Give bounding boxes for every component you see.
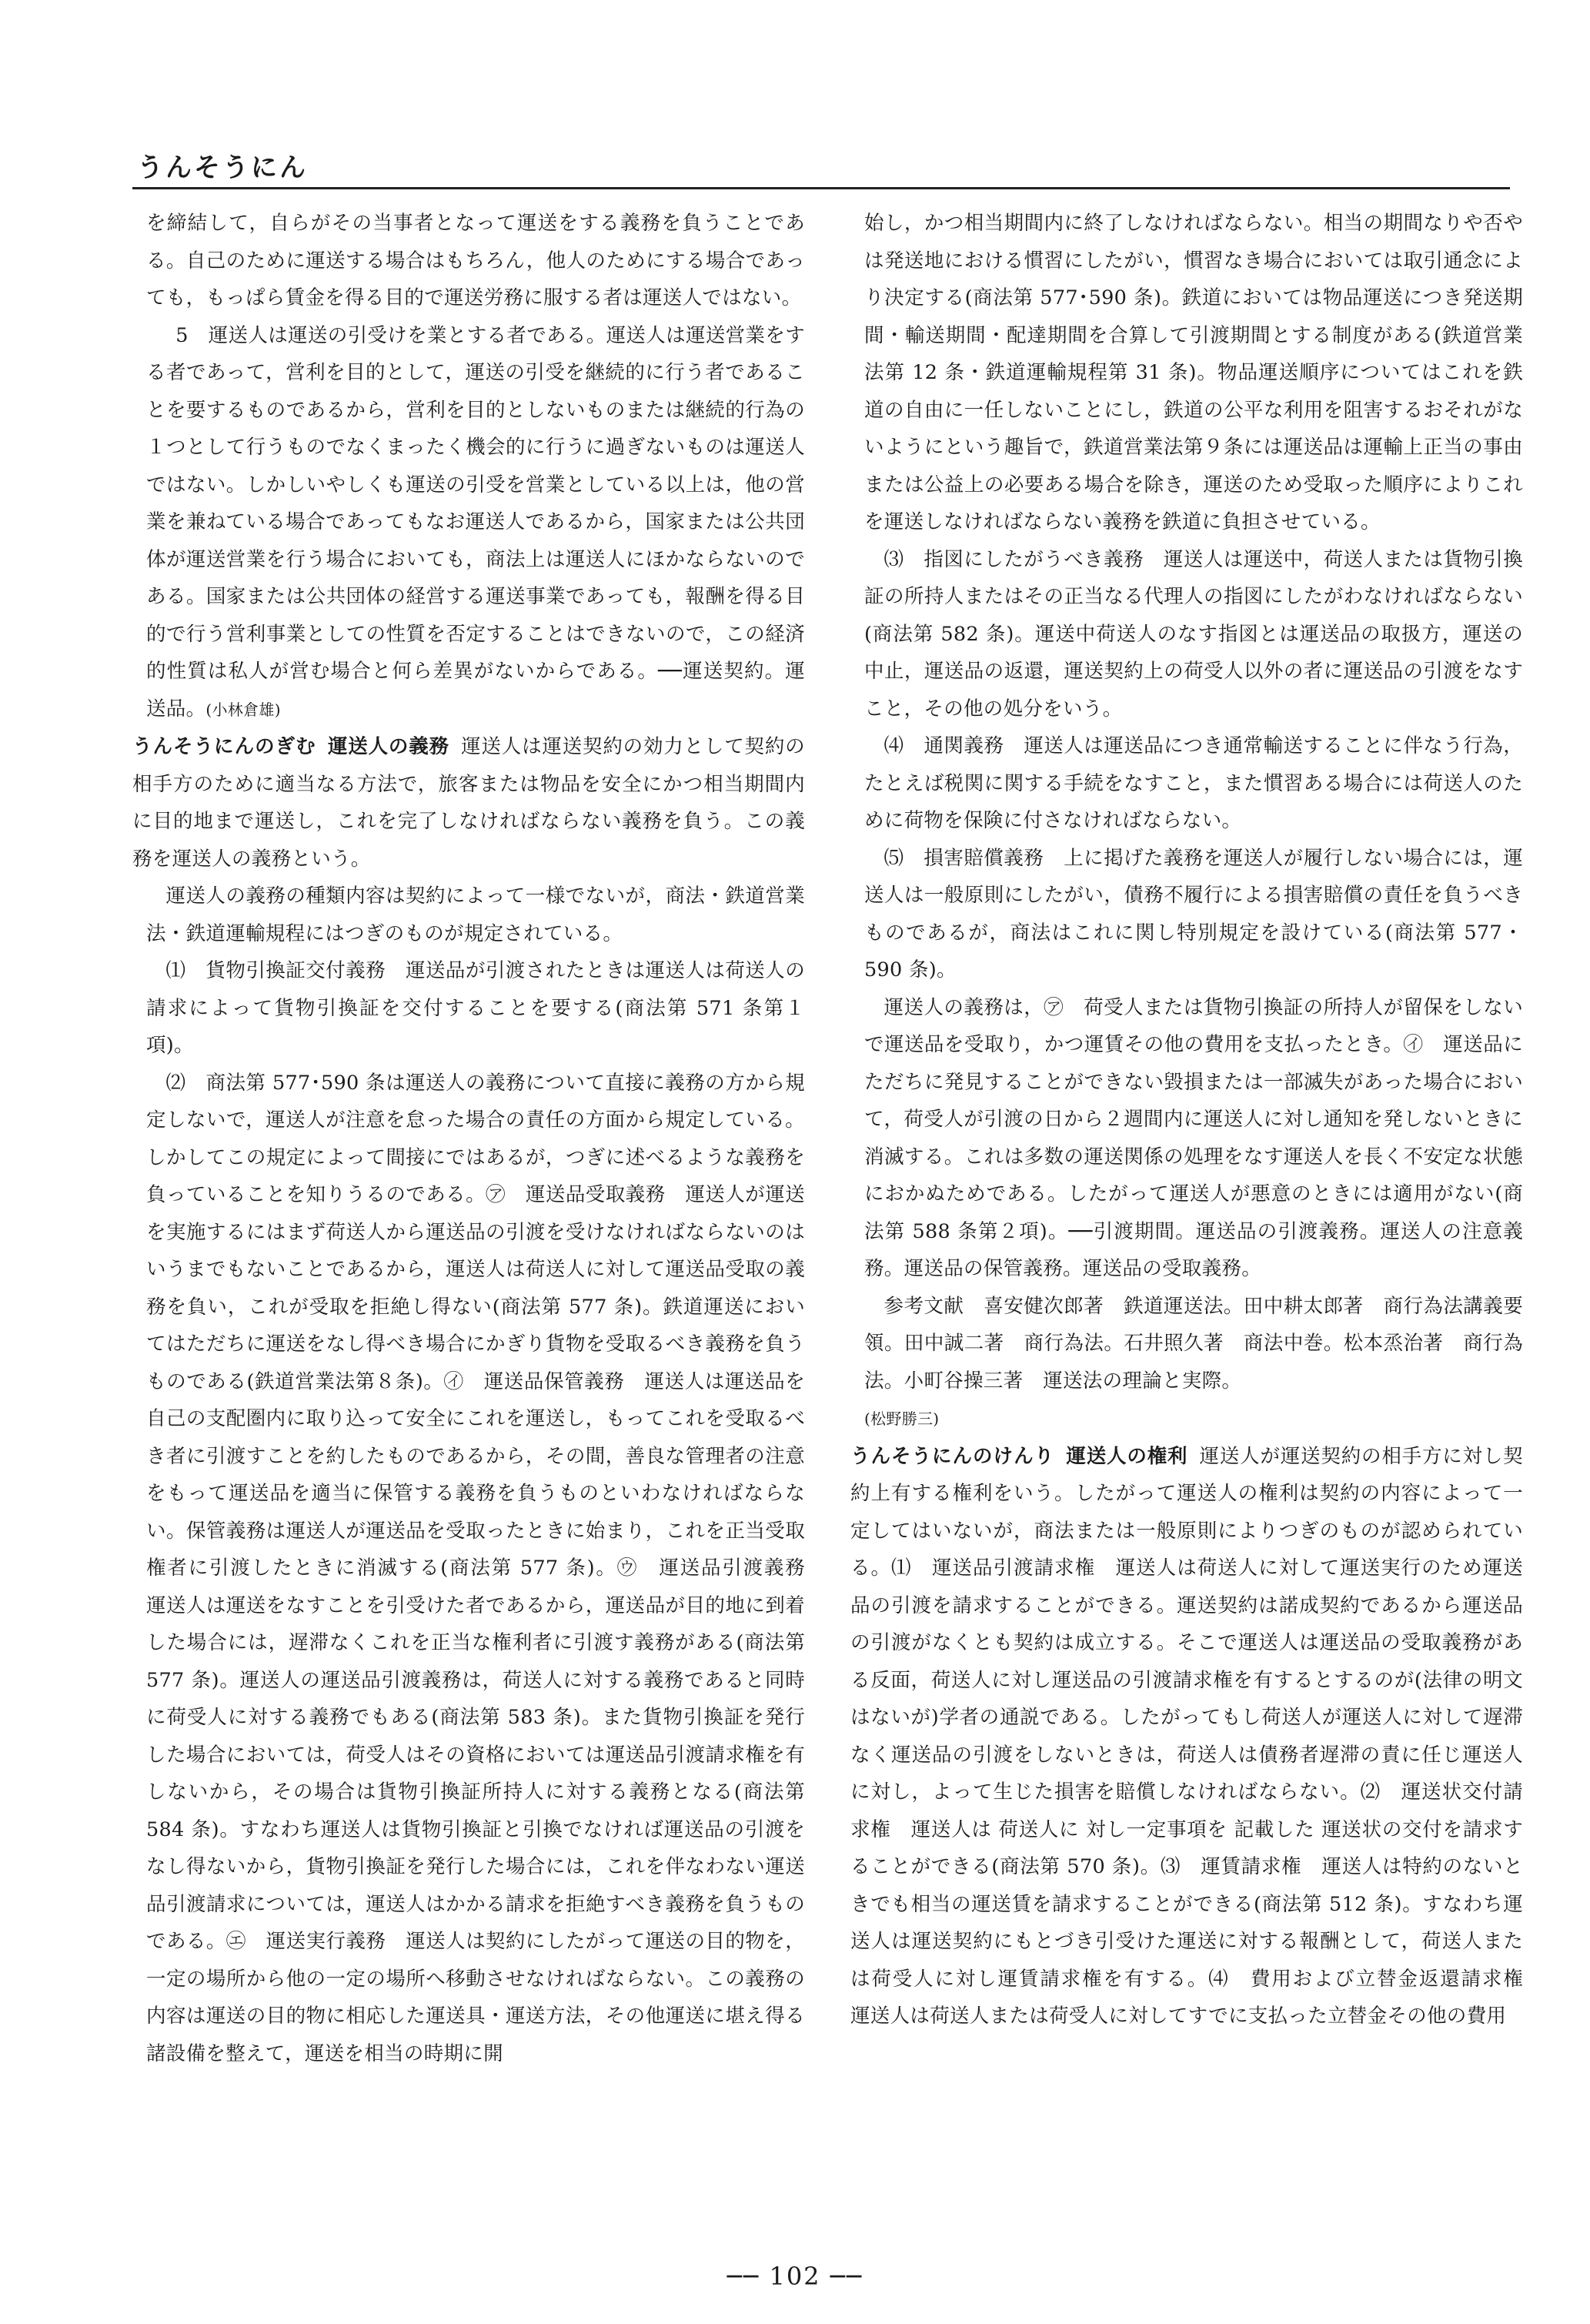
right-column	[850, 205, 1543, 2035]
paragraph: 始し，かつ相当期間内に終了しなければならない。相当の期間なりや否やは発送地における慣習にしたがい，慣習なき場合においては取引通念により決定する(商法第 577･590 条)。鉄道においては物品運送につき発送期間・輸送期間・配達期間を合算して引渡期間とする制度がある(鉄道営業法第 12 条・鉄道運輸規程第 31 条)。物品運送順序についてはこれを鉄道の自由に一任しないことにし，鉄道の公平な利用を阻害するおそれがないようにという趣旨で，鉄道営業法第９条には運送品は運輸上正当の事由または公益上の必要ある場合を除き，運送のため受取った順序によりこれを運送しなければならない義務を鉄道に負担させている。	[864, 212, 1523, 533]
paragraph: ⑴ 貨物引換証交付義務 運送品が引渡されたときは運送人は荷送人の請求によって貨物引換証を交付することを要する(商法第 571 条第１項)。	[146, 959, 805, 1057]
page-number: ── 102 ──	[727, 2262, 863, 2291]
dictionary-entry	[850, 1438, 1543, 2035]
paragraph: ⑸ 損害賠償義務 上に掲げた義務を運送人が履行しない場合には，運送人は一般原則にしたがい，債務不履行による損害賠償の責任を負うべきものであるが，商法はこれに関し特別規定を設けている(商法第 577・590 条)。	[864, 846, 1523, 981]
entry-text: 運送人が運送契約の相手方に対し契約上有する権利をいう。したがって運送人の権利は契約の内容によって一定してはいないが，商法または一般原則によりつぎのものが認められている。⑴ 運送品引渡請求権 運送人は荷送人に対して運送実行のため運送品の引渡を請求することができる。運送契約は諾成契約であるから運送品の引渡がなくとも契約は成立する。そこで運送人は運送品の受取義務がある反面，荷送人に対し運送品の引渡請求権を有するとするのが(法律の明文はないが)学者の通説である。したがってもし荷送人が運送人に対して遅滞なく運送品の引渡をしないときは，荷送人は債務者遅滞の責に任じ運送人に対し，よって生じた損害を賠償しなければならない。⑵ 運送状交付請求権 運送人は 荷送人に 対し一定事項を 記載した 運送状の交付を請求することができる(商法第 570 条)。⑶ 運賃請求権 運送人は特約のないときでも相当の運送賃を請求することができる(商法第 512 条)。すなわち運送人は運送契約にもとづき引受けた運送に対する報酬として，荷送人または荷受人に対し運賃請求権を有する。⑷ 費用および立替金返還請求権 運送人は荷送人または荷受人に対してすでに支払った立替金その他の費用	[850, 1444, 1543, 2028]
header-rule	[132, 187, 1510, 189]
paragraph: ⑵ 商法第 577･590 条は運送人の義務について直接に義務の方から規定しないで，運送人が注意を怠った場合の責任の方面から規定している。しかしてこの規定によって間接にではあるが，つぎに述べるような義務を負っていることを知りうるのである。㋐ 運送品受取義務 運送人が運送を実施するにはまず荷送人から運送品の引渡を受けなければならないのはいうまでもないことであるから，運送人は荷送人に対して運送品受取の義務を負い，これが受取を拒絶し得ない(商法第 577 条)。鉄道運送においてはただちに運送をなし得べき場合にかぎり貨物を受取るべき義務を負うものである(鉄道営業法第８条)。㋑ 運送品保管義務 運送人は運送品を自己の支配圏内に取り込って安全にこれを運送し，もってこれを受取るべき者に引渡すことを約したものであるから，その間，善良な管理者の注意をもって運送品を適当に保管する義務を負うものといわなければならない。保管義務は運送人が運送品を受取ったときに始まり，これを正当受取権者に引渡したときに消滅する(商法第 577 条)。㋒ 運送品引渡義務 運送人は運送をなすことを引受けた者であるから，運送品が目的地に到着した場合には，遅滞なくこれを正当な権利者に引渡す義務がある(商法第 577 条)。運送人の運送品引渡義務は，荷送人に対する義務であると同時に荷受人に対する義務でもある(商法第 583 条)。また貨物引換証を発行した場合においては，荷受人はその資格においては運送品引渡請求権を有しないから，その場合は貨物引換証所持人に対する義務となる(商法第 584 条)。すなわち運送人は貨物引換証と引換でなければ運送品の引渡をなし得ないから，貨物引換証を発行した場合には，これを伴なわない運送品引渡請求については，運送人はかかる請求を拒絶すべき義務を負うものである。㋓ 運送実行義務 運送人は契約にしたがって運送の目的物を，一定の場所から他の一定の場所へ移動させなければならない。この義務の内容は運送の目的物に相応した運送具・運送方法，その他運送に堪え得る諸設備を整えて，運送を相当の時期に開	[146, 1071, 825, 2065]
paragraph	[146, 317, 805, 729]
author-line	[864, 1399, 1523, 1438]
entry-text: 運送人は運送契約の効力として契約の相手方のために適当なる方法で，旅客または物品を安全にかつ相当期間内に目的地まで運送し，これを完了しなければならない義務を負う。この義務を運送人の義務という。	[132, 735, 805, 871]
entry-headword: うんそうにんのけんり	[850, 1444, 1055, 1468]
paragraph: 運送人の義務は，㋐ 荷受人または貨物引換証の所持人が留保をしないで運送品を受取り，かつ運賃その他の費用を支払ったとき。㋑ 運送品にただちに発見することができない毀損または一部滅失があった場合において，荷受人が引渡の日から２週間内に運送人に対し通知を発しないときに消滅する。これは多数の運送関係の処理をなす運送人を長く不安定な状態におかぬためである。したがって運送人が悪意のときには適用がない(商法第 588 条第２項)。──引渡期間。運送品の引渡義務。運送人の注意義務。運送品の保管義務。運送品の受取義務。	[864, 995, 1523, 1280]
paragraph: ⑷ 通関義務 運送人は運送品につき通常輸送することに伴なう行為，たとえば税関に関する手続をなすこと，また慣習ある場合には荷送人のために荷物を保険に付さなければならない。	[864, 734, 1523, 832]
references: 参考文献 喜安健次郎著 鉄道運送法。田中耕太郎著 商行為法講義要領。田中誠二著 商行為法。石井照久著 商法中巻。松本烝治著 商行為法。小町谷操三著 運送法の理論と実際。	[864, 1294, 1523, 1393]
entry-headword: うんそうにんのぎむ	[132, 735, 316, 758]
author-credit: (松野勝三)	[864, 1409, 940, 1428]
left-column	[132, 205, 825, 2072]
entry-title: 運送人の権利	[1066, 1444, 1188, 1468]
entry-title: 運送人の義務	[327, 735, 449, 758]
paragraph: ⑶ 指図にしたがうべき義務 運送人は運送中，荷送人または貨物引換証の所持人またはその正当なる代理人の指図にしたがわなければならない(商法第 582 条)。運送中荷送人のなす指図とは運送品の取扱方，運送の中止，運送品の返還，運送契約上の荷受人以外の者に運送品の引渡をなすこと，その他の処分をいう。	[864, 547, 1523, 721]
dictionary-entry	[132, 728, 805, 878]
paragraph: を締結して，自らがその当事者となって運送をする義務を負うことである。自己のために運送する場合はもちろん，他人のためにする場合であっても，もっぱら賃金を得る目的で運送労務に服する者は運送人ではない。	[146, 212, 805, 309]
paragraph: 運送人の義務の種類内容は契約によって一様でないが，商法・鉄道営業法・鉄道運輸規程にはつぎのものが規定されている。	[146, 884, 805, 945]
running-head: うんそうにん	[137, 152, 308, 183]
author-credit: (小林倉雄)	[205, 700, 281, 719]
paragraph-text: 5 運送人は運送の引受けを業とする者である。運送人は運送営業をする者であって，営利を目的として，運送の引受を継続的に行う者であることを要するものであるから，営利を目的としないものまたは継続的行為の１つとして行うものでなくまったく機会的に行うに過ぎないものは運送人ではない。しかしいやしくも運送の引受を営業としている以上は，他の営業を兼ねている場合であってもなお運送人であるから，国家または公共団体が運送営業を行う場合においても，商法上は運送人にほかならないのである。国家または公共団体の経営する運送事業であっても，報酬を得る目的で行う営利事業としての性質を否定することはできないので，この経済的性質は私人が営む場合と何ら差異がないからである。──運送契約。運送品。	[146, 323, 805, 721]
